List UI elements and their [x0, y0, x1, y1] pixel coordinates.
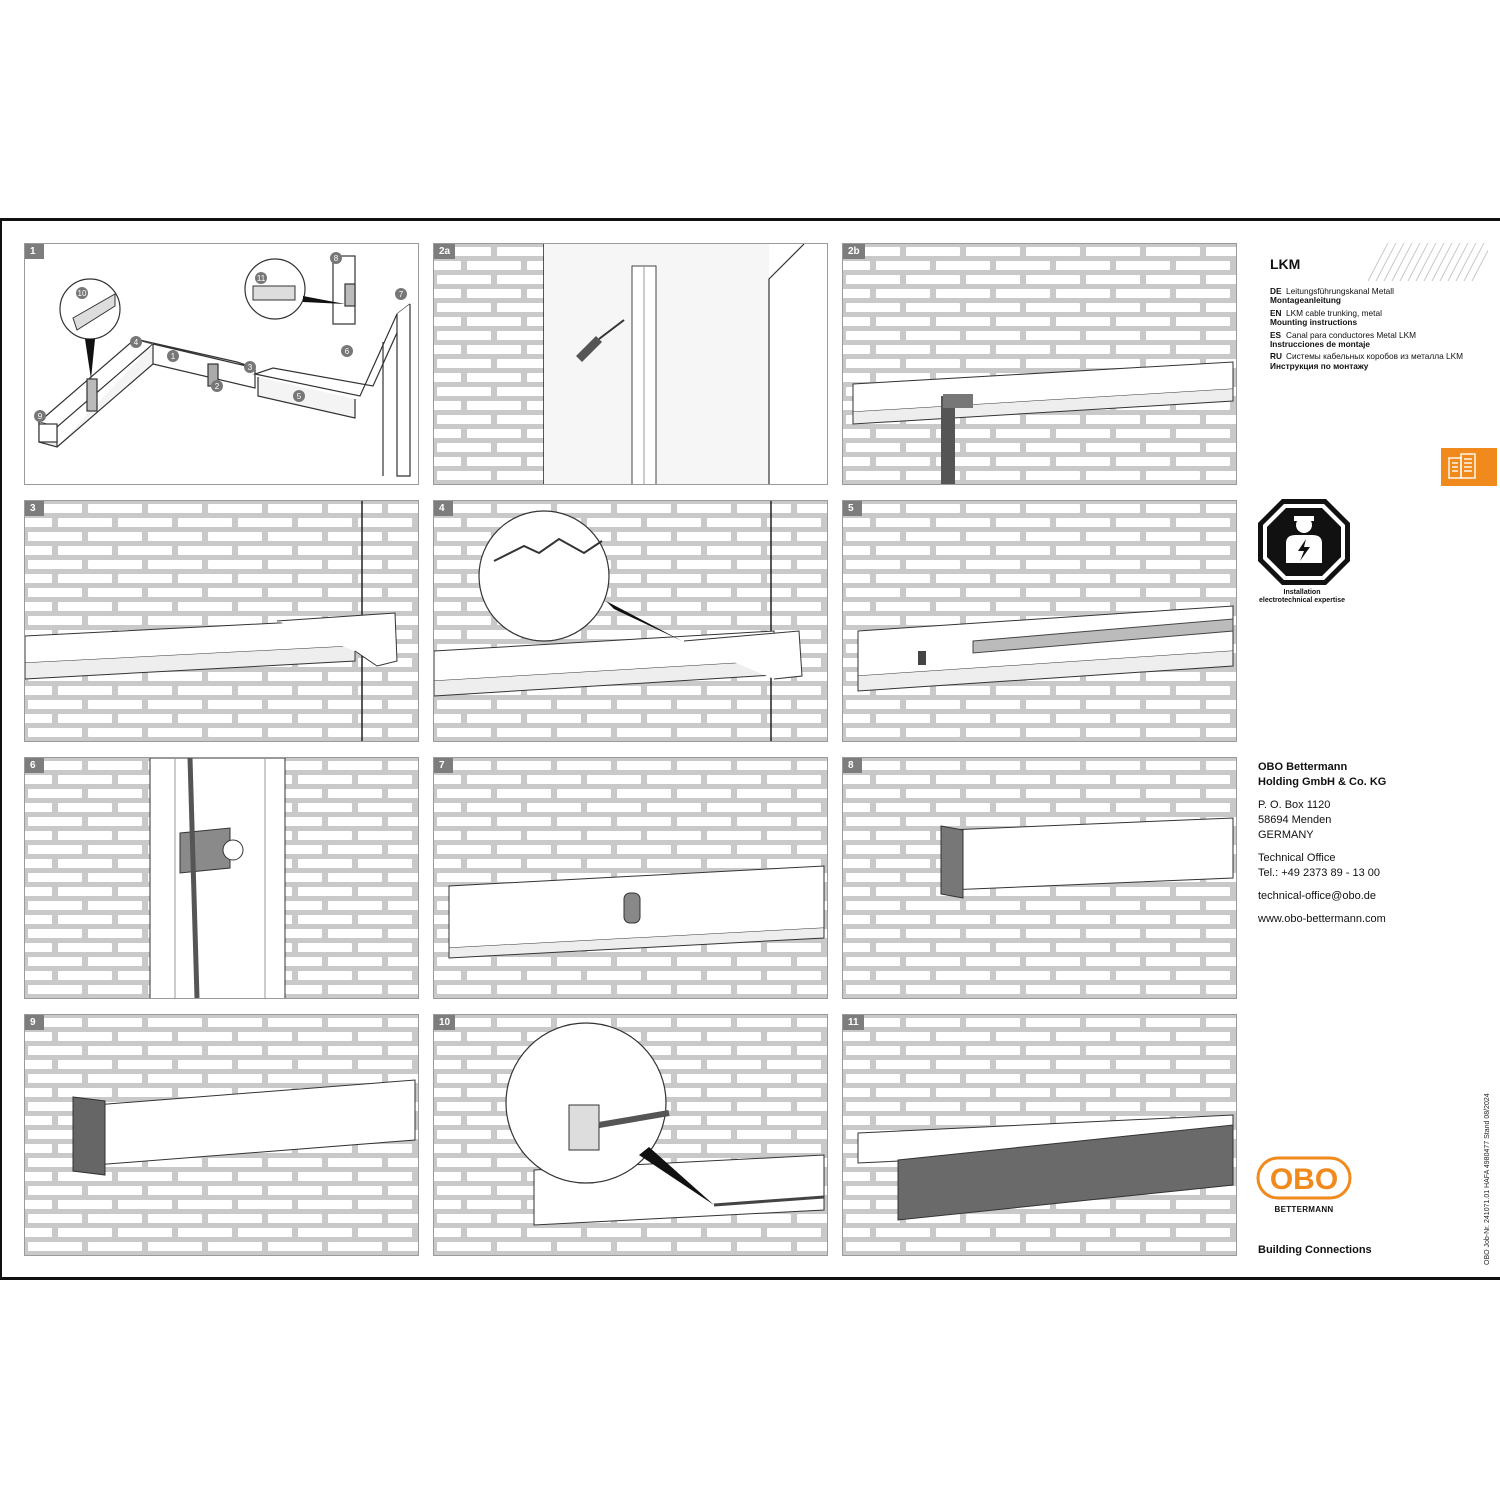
step-number: 10	[434, 1015, 455, 1030]
website-link[interactable]: www.obo-bettermann.com	[1258, 913, 1386, 925]
address-line: P. O. Box 1120	[1258, 799, 1331, 811]
step-number: 4	[434, 501, 453, 516]
safety-caption: Installation electrotechnical expertise	[1259, 589, 1345, 604]
step-panel-5	[842, 500, 1237, 742]
product-title: LKM	[1270, 256, 1301, 272]
step-illustration	[843, 501, 1237, 742]
step-number: 3	[25, 501, 44, 516]
step-panel-1	[24, 243, 419, 485]
company-name-line2: Holding GmbH & Co. KG	[1258, 776, 1387, 788]
step-panel-10	[433, 1014, 828, 1256]
step-illustration	[843, 758, 1237, 999]
logo-subtitle: BETTERMANN	[1274, 1205, 1334, 1214]
step-panel-7	[433, 757, 828, 999]
step-illustration	[434, 244, 828, 485]
step-number: 2a	[434, 244, 455, 259]
email-link[interactable]: technical-office@obo.de	[1258, 890, 1376, 902]
callout-4: 4	[133, 338, 139, 347]
step-panel-2b	[842, 243, 1237, 485]
language-item-es: ES Canal para conductores Metal LKM Instrucciones de montaje	[1270, 329, 1417, 350]
step-illustration	[843, 1015, 1237, 1256]
callout-3: 3	[247, 363, 253, 372]
step-number: 1	[25, 244, 44, 259]
language-item-de: DE Leitungsführungskanal Metall Montageanleitung	[1270, 286, 1394, 306]
language-list	[1270, 287, 1500, 374]
step-number: 5	[843, 501, 862, 516]
address-line: GERMANY	[1258, 829, 1314, 841]
step-number: 8	[843, 758, 862, 773]
step-panel-3	[24, 500, 419, 742]
step-panel-2a	[433, 243, 828, 485]
job-number: OBO Job-Nr. 241071.01 HAFA 4980477 Stand 08/2024	[1484, 1093, 1491, 1265]
step-number: 11	[843, 1015, 864, 1030]
obo-logo	[1256, 1155, 1352, 1206]
electrician-warning-icon	[1256, 497, 1352, 587]
step-number: 7	[434, 758, 453, 773]
callout-5: 5	[296, 392, 302, 401]
step-panel-11	[842, 1014, 1237, 1256]
callout-8: 8	[333, 254, 339, 263]
overview-illustration	[25, 244, 419, 485]
building-icon	[1441, 448, 1497, 486]
step-panel-8	[842, 757, 1237, 999]
language-item-ru: RU Системы кабельных коробов из металла LKM Инструкция по монтажу	[1270, 351, 1464, 371]
step-illustration	[25, 758, 419, 999]
callout-11: 11	[256, 274, 266, 283]
step-number: 9	[25, 1015, 44, 1030]
step-illustration	[434, 1015, 828, 1256]
step-panel-4	[433, 500, 828, 742]
company-contact	[1258, 760, 1458, 927]
phone-number: Tel.: +49 2373 89 - 13 00	[1258, 867, 1381, 879]
step-illustration	[25, 1015, 419, 1256]
step-illustration	[434, 758, 828, 999]
language-item-en: EN LKM cable trunking, metal Mounting instructions	[1270, 307, 1382, 328]
company-name: OBO Bettermann	[1258, 761, 1348, 773]
step-illustration	[25, 501, 419, 742]
logo-text: OBO	[1269, 1163, 1339, 1196]
callout-7: 7	[398, 290, 404, 299]
address-line: 58694 Menden	[1258, 814, 1332, 826]
decorative-hatch	[1368, 243, 1488, 281]
step-illustration	[843, 244, 1237, 485]
step-illustration	[434, 501, 828, 742]
callout-9: 9	[37, 412, 43, 421]
step-number: 6	[25, 758, 44, 773]
section-tab	[1441, 448, 1497, 486]
callout-2: 2	[214, 382, 220, 391]
callout-1: 1	[170, 352, 176, 361]
callout-6: 6	[344, 347, 350, 356]
step-panel-9	[24, 1014, 419, 1256]
office-label: Technical Office	[1258, 852, 1336, 864]
brand-tagline: Building Connections	[1258, 1244, 1372, 1256]
step-panel-6	[24, 757, 419, 999]
step-number: 2b	[843, 244, 865, 259]
callout-10: 10	[77, 289, 87, 298]
